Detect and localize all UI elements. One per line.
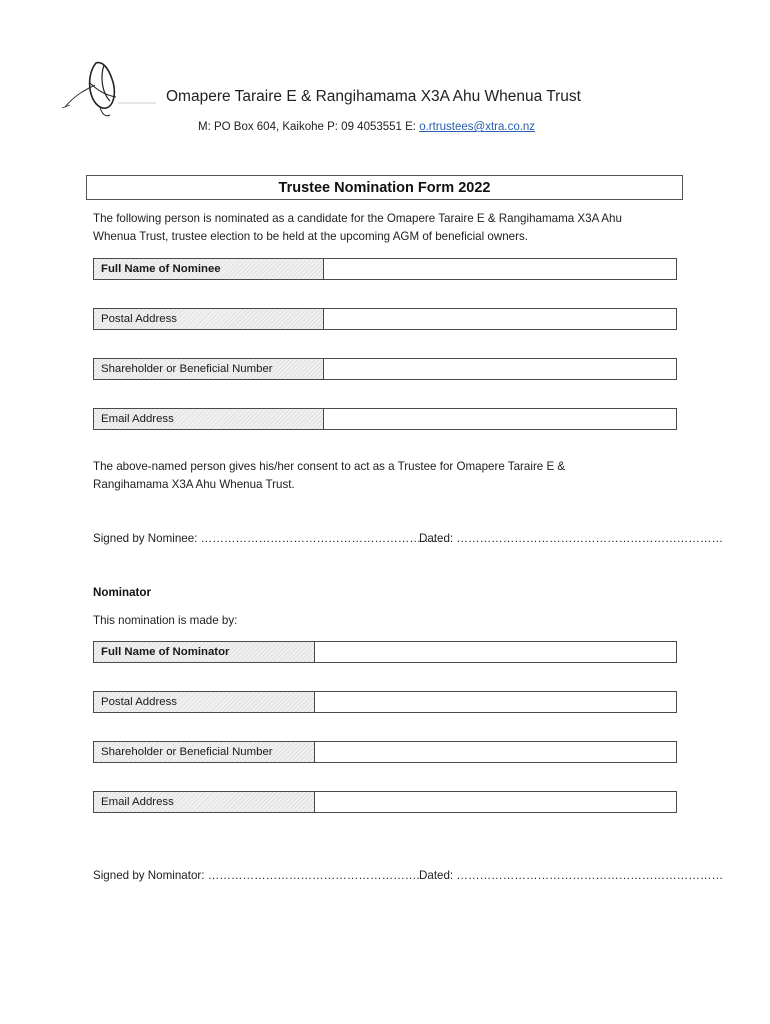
- nominator-postal-address-input[interactable]: [315, 692, 676, 712]
- nominator-heading: Nominator: [93, 586, 151, 599]
- nominee-signature-line: Signed by Nominee: ……………………………………………………. .: [93, 532, 443, 545]
- intro-line-1: The following person is nominated as a candidate for the Omapere Taraire E & Rangihamama X3A Ahu: [93, 212, 622, 225]
- nominee-full-name-row: [93, 258, 677, 280]
- nominee-postal-address-input[interactable]: [324, 309, 676, 329]
- nominator-postal-address-row: [93, 691, 677, 713]
- intro-paragraph: [93, 210, 693, 246]
- consent-line-1: The above-named person gives his/her consent to act as a Trustee for Omapere Taraire E &: [93, 460, 566, 473]
- consent-line-2: Rangihamama X3A Ahu Whenua Trust.: [93, 478, 295, 491]
- intro-line-2: Whenua Trust, trustee election to be held at the upcoming AGM of beneficial owners.: [93, 230, 529, 243]
- nominee-dated-line: Dated: ……………………………………………………………: [419, 532, 724, 545]
- nominator-full-name-input[interactable]: [315, 642, 676, 662]
- email-link[interactable]: o.rtrustees@xtra.co.nz: [419, 121, 536, 133]
- trust-logo: [60, 55, 160, 120]
- field-label: Full Name of Nominee: [94, 259, 324, 279]
- consent-paragraph: [93, 458, 693, 494]
- nominator-shareholder-number-row: [93, 741, 677, 763]
- contact-line: [198, 121, 535, 133]
- nominator-email-input[interactable]: [315, 792, 676, 812]
- nominator-dated-line: Dated: ……………………………………………………………: [419, 869, 724, 882]
- nominator-full-name-row: [93, 641, 677, 663]
- nominator-signature-line: Signed by Nominator: ……………………………………………….: [93, 869, 420, 882]
- nominee-email-input[interactable]: [324, 409, 676, 429]
- contact-details: M: PO Box 604, Kaikohe P: 09 4053551 E:: [198, 121, 420, 133]
- nominator-intro: This nomination is made by:: [93, 614, 238, 627]
- nominator-email-row: [93, 791, 677, 813]
- nominee-postal-address-row: [93, 308, 677, 330]
- form-title: Trustee Nomination Form 2022: [86, 175, 683, 200]
- field-label: Email Address: [94, 792, 315, 812]
- field-label: Postal Address: [94, 309, 324, 329]
- org-name: Omapere Taraire E & Rangihamama X3A Ahu Whenua Trust: [166, 88, 581, 105]
- nominator-shareholder-number-input[interactable]: [315, 742, 676, 762]
- nominee-shareholder-number-row: [93, 358, 677, 380]
- field-label: Postal Address: [94, 692, 315, 712]
- field-label: Shareholder or Beneficial Number: [94, 359, 324, 379]
- field-label: Shareholder or Beneficial Number: [94, 742, 315, 762]
- field-label: Full Name of Nominator: [94, 642, 315, 662]
- nominee-full-name-input[interactable]: [324, 259, 676, 279]
- nominee-shareholder-number-input[interactable]: [324, 359, 676, 379]
- nominee-email-row: [93, 408, 677, 430]
- field-label: Email Address: [94, 409, 324, 429]
- logo-icon: [60, 55, 160, 120]
